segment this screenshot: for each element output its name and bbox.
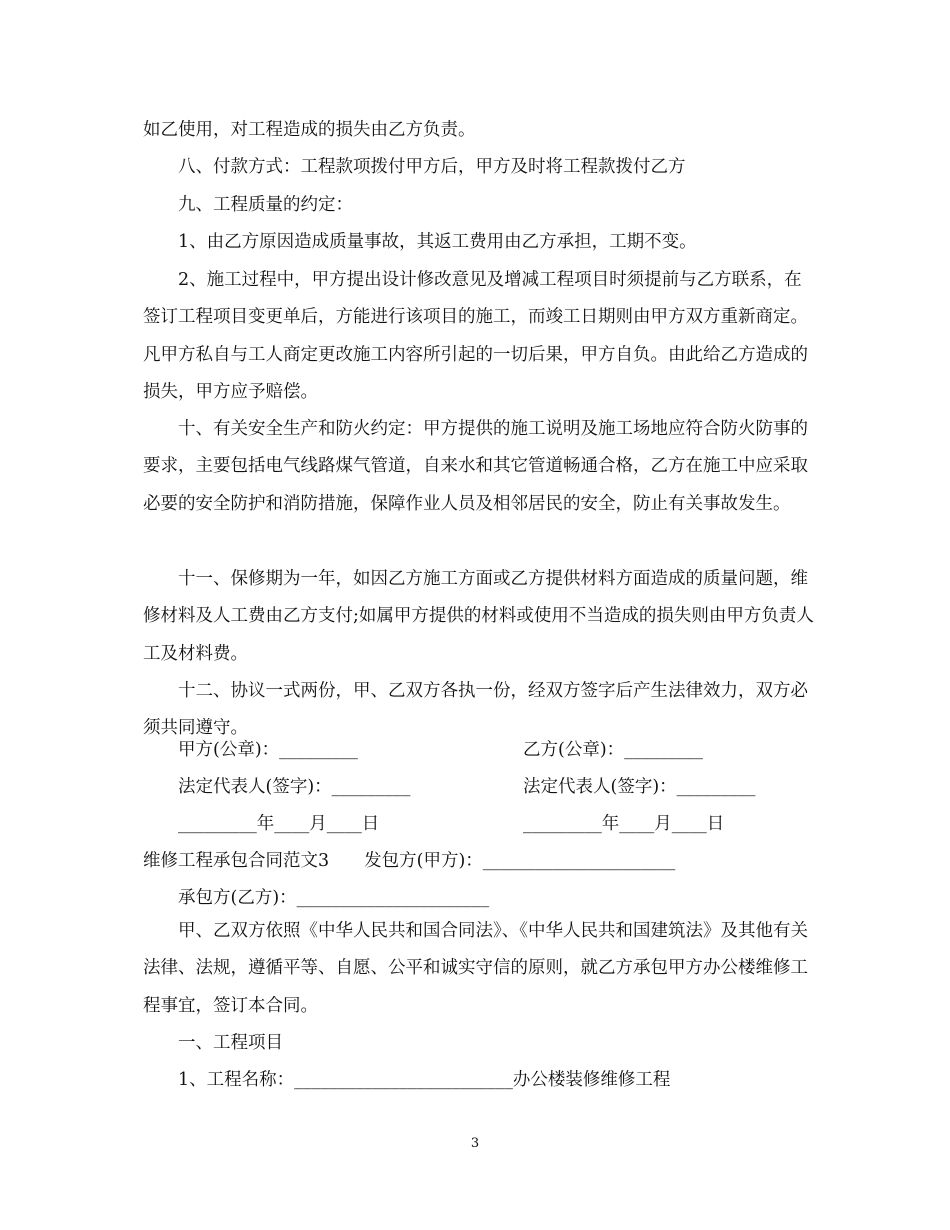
party-a-seal: 甲方(公章)：_________ bbox=[178, 740, 358, 760]
paragraph-warranty: 十一、保修期为一年，如因乙方施工方面或乙方提供材料方面造成的质量问题，维修材料及人工费由乙方支付;如属甲方提供的材料或使用不当造成的损失则由甲方负责人工及材料费。 bbox=[143, 569, 814, 664]
contract3-intro: 甲、乙双方依照《中华人民共和国合同法》、《中华人民共和国建筑法》及其他有关法律、法规，遵循平等、自愿、公平和诚实守信的原则，就乙方承包甲方办公楼维修工程事宜，签订本合同。 bbox=[143, 921, 808, 1016]
party-b-seal: 乙方(公章)：_________ bbox=[523, 740, 703, 760]
contract3-heading: 维修工程承包合同范文3 发包方(甲方)：______________________ bbox=[143, 851, 676, 871]
paragraph-quality-1: 1、由乙方原因造成质量事故，其返工费用由乙方承担，工期不变。 bbox=[178, 232, 697, 252]
project-name-line: 1、工程名称：_________________________办公楼装修维修工程 bbox=[178, 1070, 671, 1090]
section-1-heading: 一、工程项目 bbox=[178, 1033, 283, 1053]
party-a-representative: 法定代表人(签字)：_________ bbox=[178, 777, 411, 797]
paragraph-safety: 十、有关安全生产和防火约定：甲方提供的施工说明及施工场地应符合防火防事的要求，主要包括电气线路煤气管道，自来水和其它管道畅通合格，乙方在施工中应采取必要的安全防护和消防措施，保障作业人员及相邻居民的安全，防止有关事故发生。 bbox=[143, 419, 808, 514]
party-b-representative: 法定代表人(签字)：_________ bbox=[523, 777, 756, 797]
paragraph-agreement: 十二、协议一式两份，甲、乙双方各执一份，经双方签字后产生法律效力，双方必须共同遵守。 bbox=[143, 681, 808, 739]
party-b-date: _________年____月____日 bbox=[523, 814, 725, 834]
page-number: 3 bbox=[470, 1136, 480, 1151]
paragraph-payment: 八、付款方式：工程款项拨付甲方后，甲方及时将工程款拨付乙方 bbox=[178, 157, 686, 177]
party-a-date: _________年____月____日 bbox=[178, 814, 380, 834]
contractor-line: 承包方(乙方)：______________________ bbox=[178, 888, 490, 908]
paragraph-continuation: 如乙使用，对工程造成的损失由乙方负责。 bbox=[143, 120, 476, 140]
paragraph-quality-heading: 九、工程质量的约定： bbox=[178, 195, 353, 215]
paragraph-quality-2: 2、施工过程中，甲方提出设计修改意见及增减工程项目时须提前与乙方联系，在签订工程项目变更单后，方能进行该项目的施工，而竣工日期则由甲方双方重新商定。凡甲方私自与工人商定更改施工内容所引起的一切后果，甲方自负。由此给乙方造成的损失，甲方应予赔偿。 bbox=[143, 270, 808, 403]
